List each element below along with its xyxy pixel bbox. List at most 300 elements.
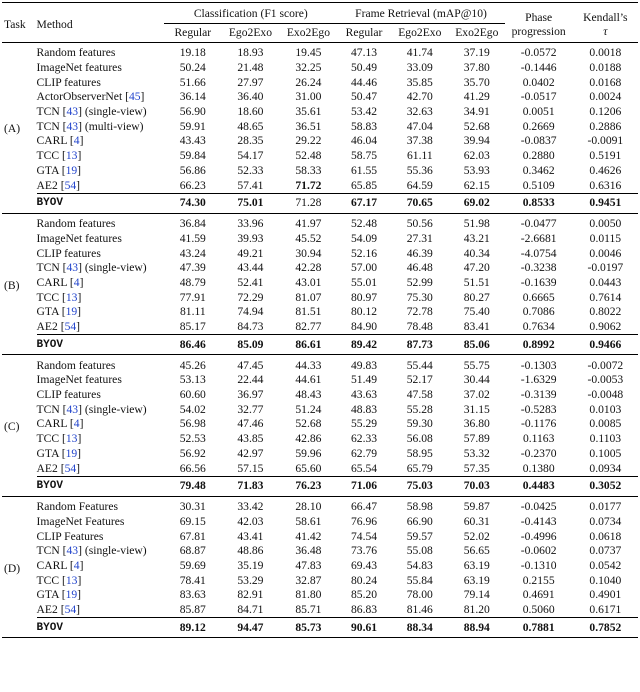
sub-regular-2: Regular xyxy=(345,26,383,39)
value-cell: 62.33 xyxy=(350,432,378,446)
value-cell: 75.01 xyxy=(237,196,264,210)
method-name: Random features xyxy=(36,217,116,231)
value-cell: 57.15 xyxy=(237,461,264,475)
value-cell: 0.6665 xyxy=(522,290,555,304)
value-cell: 31.15 xyxy=(463,402,490,416)
value-cell: 52.02 xyxy=(463,529,490,543)
value-cell: 56.92 xyxy=(179,446,206,460)
value-cell: 59.30 xyxy=(406,417,433,431)
value-cell: 43.85 xyxy=(237,432,264,446)
table-row xyxy=(2,461,638,476)
value-cell: -4.0754 xyxy=(520,246,557,260)
value-cell: 0.5191 xyxy=(589,149,622,163)
value-cell: 58.61 xyxy=(295,514,322,528)
method-name-ours: BYOV xyxy=(36,197,63,210)
value-cell: 39.94 xyxy=(463,134,490,148)
method-name: TCN [43] (single-view) xyxy=(36,105,147,119)
value-cell: 59.87 xyxy=(463,500,490,514)
table-row-ours xyxy=(2,335,638,355)
method-name: GTA [19] xyxy=(36,446,82,460)
table-body xyxy=(2,43,638,638)
table-row xyxy=(2,573,638,588)
value-cell: 48.86 xyxy=(237,544,264,558)
value-cell: 70.65 xyxy=(406,196,433,210)
value-cell: 59.91 xyxy=(179,119,206,133)
value-cell: 58.83 xyxy=(350,119,378,133)
value-cell: 30.94 xyxy=(295,246,322,260)
value-cell: 71.28 xyxy=(295,196,322,210)
value-cell: 52.68 xyxy=(463,119,490,133)
value-cell: 54.17 xyxy=(237,149,264,163)
value-cell: 71.06 xyxy=(350,479,378,493)
value-cell: 36.48 xyxy=(295,544,322,558)
value-cell: 27.97 xyxy=(237,75,264,89)
value-cell: 62.15 xyxy=(463,178,490,192)
value-cell: 43.21 xyxy=(463,231,490,245)
value-cell: 43.24 xyxy=(179,246,206,260)
value-cell: 88.34 xyxy=(406,620,433,634)
method-name: TCC [13] xyxy=(36,290,82,304)
value-cell: 73.76 xyxy=(350,544,378,558)
value-cell: 42.70 xyxy=(406,90,433,104)
method-name: GTA [19] xyxy=(36,588,82,602)
table-row xyxy=(2,305,638,320)
value-cell: 0.0085 xyxy=(589,417,622,431)
value-cell: 55.84 xyxy=(406,573,433,587)
value-cell: 48.83 xyxy=(350,402,378,416)
value-cell: 53.93 xyxy=(463,163,490,177)
value-cell: 94.47 xyxy=(237,620,264,634)
value-cell: 75.03 xyxy=(406,479,433,493)
value-cell: 55.75 xyxy=(463,358,490,372)
value-cell: 52.48 xyxy=(295,149,322,163)
value-cell: 45.26 xyxy=(179,358,206,372)
table-row-ours xyxy=(2,476,638,496)
table-row xyxy=(2,496,638,514)
value-cell: 43.43 xyxy=(179,134,206,148)
value-cell: 87.73 xyxy=(406,337,433,351)
value-cell: 62.79 xyxy=(350,446,378,460)
value-cell: 0.7881 xyxy=(522,620,555,634)
method-name: CARL [4] xyxy=(36,558,84,572)
value-cell: 85.20 xyxy=(350,588,378,602)
table-row xyxy=(2,75,638,90)
value-cell: 43.01 xyxy=(295,275,322,289)
value-cell: 61.55 xyxy=(350,163,378,177)
value-cell: -0.1303 xyxy=(520,358,557,372)
citation-link[interactable]: 54 xyxy=(64,320,77,334)
citation-link[interactable]: 43 xyxy=(66,119,79,133)
value-cell: 52.33 xyxy=(237,163,264,177)
kendall-header xyxy=(573,3,638,43)
value-cell: 28.10 xyxy=(295,500,322,514)
value-cell: 84.73 xyxy=(237,320,264,334)
value-cell: 58.95 xyxy=(406,446,433,460)
value-cell: 0.7614 xyxy=(589,290,622,304)
value-cell: 59.69 xyxy=(179,558,206,572)
value-cell: 47.20 xyxy=(463,261,490,275)
value-cell: 0.1380 xyxy=(522,461,555,475)
value-cell: 32.77 xyxy=(237,402,264,416)
citation-link[interactable]: 54 xyxy=(64,178,77,192)
citation-link[interactable]: 19 xyxy=(65,588,78,602)
value-cell: 35.19 xyxy=(237,558,264,572)
value-cell: -0.1639 xyxy=(520,275,557,289)
value-cell: 74.30 xyxy=(179,196,206,210)
value-cell: 86.61 xyxy=(295,337,322,351)
value-cell: -0.0477 xyxy=(520,217,557,231)
value-cell: 76.96 xyxy=(350,514,378,528)
method-name: TCN [43] (multi-view) xyxy=(36,119,144,133)
value-cell: 61.11 xyxy=(406,149,433,163)
citation-link[interactable]: 13 xyxy=(65,290,78,304)
value-cell: 0.2880 xyxy=(522,149,555,163)
value-cell: 56.90 xyxy=(179,105,206,119)
value-cell: 36.51 xyxy=(295,119,322,133)
value-cell: 48.43 xyxy=(295,388,322,402)
method-name: CLIP Features xyxy=(36,529,104,543)
value-cell: 63.19 xyxy=(463,558,490,572)
value-cell: -0.0602 xyxy=(520,544,557,558)
value-cell: 71.72 xyxy=(295,178,322,192)
value-cell: 76.23 xyxy=(295,479,322,493)
value-cell: 41.97 xyxy=(295,217,322,231)
frame-retrieval-header: Frame Retrieval (mAP@10) xyxy=(337,3,504,24)
value-cell: 75.30 xyxy=(406,290,433,304)
method-name: ImageNet features xyxy=(36,61,122,75)
method-name: CLIP features xyxy=(36,388,101,402)
value-cell: 44.33 xyxy=(295,358,322,372)
value-cell: 81.11 xyxy=(179,305,206,319)
citation-link[interactable]: 19 xyxy=(65,305,78,319)
value-cell: 0.2155 xyxy=(522,573,555,587)
value-cell: 0.0103 xyxy=(589,402,622,416)
value-cell: 0.0188 xyxy=(589,61,622,75)
value-cell: -1.6329 xyxy=(520,373,557,387)
value-cell: 59.57 xyxy=(406,529,433,543)
value-cell: 37.80 xyxy=(463,61,490,75)
method-name-ours: BYOV xyxy=(36,480,63,493)
method-name: ActorObserverNet [45] xyxy=(36,90,145,104)
citation-link[interactable]: 4 xyxy=(73,134,80,148)
table-row-ours xyxy=(2,193,638,213)
value-cell: 52.53 xyxy=(179,432,206,446)
citation-link[interactable]: 19 xyxy=(65,446,78,460)
value-cell: 57.00 xyxy=(350,261,378,275)
value-cell: 45.52 xyxy=(295,231,322,245)
value-cell: 0.4483 xyxy=(522,479,555,493)
value-cell: 81.46 xyxy=(406,603,433,617)
value-cell: -0.0425 xyxy=(520,500,557,514)
value-cell: 47.83 xyxy=(295,558,322,572)
value-cell: 83.63 xyxy=(179,588,206,602)
method-name: TCC [13] xyxy=(36,149,82,163)
value-cell: 41.74 xyxy=(406,46,433,60)
table-row xyxy=(2,261,638,276)
value-cell: 52.99 xyxy=(406,275,433,289)
value-cell: 65.85 xyxy=(350,178,378,192)
method-name: TCN [43] (single-view) xyxy=(36,544,147,558)
value-cell: 34.91 xyxy=(463,105,490,119)
value-cell: 70.03 xyxy=(463,479,490,493)
value-cell: 60.31 xyxy=(463,514,490,528)
citation-link[interactable]: 43 xyxy=(66,544,79,558)
header-row-1 xyxy=(2,3,638,24)
value-cell: 52.41 xyxy=(237,275,264,289)
table-row xyxy=(2,164,638,179)
citation-link[interactable]: 13 xyxy=(65,573,78,587)
value-cell: 56.65 xyxy=(463,544,490,558)
value-cell: 53.13 xyxy=(179,373,206,387)
table-row xyxy=(2,105,638,120)
value-cell: 36.80 xyxy=(463,417,490,431)
value-cell: 47.04 xyxy=(406,119,433,133)
citation-link[interactable]: 19 xyxy=(65,163,78,177)
value-cell: 55.29 xyxy=(350,417,378,431)
citation-link[interactable]: 54 xyxy=(64,603,77,617)
value-cell: 51.24 xyxy=(295,402,322,416)
table-row xyxy=(2,515,638,530)
value-cell: 27.31 xyxy=(406,231,433,245)
value-cell: -0.0837 xyxy=(520,134,557,148)
value-cell: 47.58 xyxy=(406,388,433,402)
value-cell: 66.90 xyxy=(406,514,433,528)
value-cell: 72.78 xyxy=(406,305,433,319)
value-cell: 0.5060 xyxy=(522,603,555,617)
value-cell: -0.3238 xyxy=(520,261,557,275)
value-cell: 0.8992 xyxy=(522,337,555,351)
value-cell: 50.47 xyxy=(350,90,378,104)
value-cell: 53.29 xyxy=(237,573,264,587)
citation-link[interactable]: 54 xyxy=(64,461,77,475)
value-cell: -0.4996 xyxy=(520,529,557,543)
value-cell: 33.96 xyxy=(237,217,264,231)
value-cell: 57.41 xyxy=(237,178,264,192)
value-cell: 89.42 xyxy=(350,337,378,351)
value-cell: 78.00 xyxy=(406,588,433,602)
value-cell: 55.08 xyxy=(406,544,433,558)
table-row xyxy=(2,603,638,618)
citation-link[interactable]: 13 xyxy=(65,432,78,446)
value-cell: 78.41 xyxy=(179,573,206,587)
value-cell: 35.61 xyxy=(295,105,322,119)
value-cell: 82.91 xyxy=(237,588,264,602)
value-cell: 0.0177 xyxy=(589,500,622,514)
value-cell: 42.86 xyxy=(295,432,322,446)
value-cell: -0.5283 xyxy=(520,402,557,416)
value-cell: 30.31 xyxy=(179,500,206,514)
value-cell: 51.98 xyxy=(463,217,490,231)
value-cell: 89.12 xyxy=(179,620,206,634)
value-cell: 78.48 xyxy=(406,320,433,334)
method-name: TCC [13] xyxy=(36,573,82,587)
value-cell: 72.29 xyxy=(237,290,264,304)
value-cell: 0.6171 xyxy=(589,603,622,617)
value-cell: 0.0618 xyxy=(589,529,622,543)
method-name: TCC [13] xyxy=(36,432,82,446)
value-cell: -0.3139 xyxy=(520,388,557,402)
value-cell: 75.40 xyxy=(463,305,490,319)
value-cell: 36.84 xyxy=(179,217,206,231)
value-cell: 63.19 xyxy=(463,573,490,587)
table-row xyxy=(2,417,638,432)
citation-link[interactable]: 43 xyxy=(66,261,79,275)
value-cell: -0.1310 xyxy=(520,558,557,572)
value-cell: 37.02 xyxy=(463,388,490,402)
table-row xyxy=(2,90,638,105)
value-cell: 85.09 xyxy=(237,337,264,351)
value-cell: 37.38 xyxy=(406,134,433,148)
task-label: (A) xyxy=(4,122,21,136)
value-cell: 59.96 xyxy=(295,446,322,460)
value-cell: 90.61 xyxy=(350,620,378,634)
table-row xyxy=(2,447,638,462)
results-table xyxy=(2,2,638,638)
value-cell: 81.51 xyxy=(295,305,322,319)
value-cell: 53.32 xyxy=(463,446,490,460)
value-cell: 26.24 xyxy=(295,75,322,89)
value-cell: 0.0018 xyxy=(589,46,622,60)
value-cell: 50.24 xyxy=(179,61,206,75)
citation-link[interactable]: 4 xyxy=(73,417,80,431)
value-cell: -0.0048 xyxy=(587,388,624,402)
value-cell: 80.12 xyxy=(350,305,378,319)
value-cell: 66.23 xyxy=(179,178,206,192)
table-row xyxy=(2,373,638,388)
value-cell: 66.47 xyxy=(350,500,378,514)
value-cell: 41.42 xyxy=(295,529,322,543)
value-cell: 80.24 xyxy=(350,573,378,587)
value-cell: 74.54 xyxy=(350,529,378,543)
citation-link[interactable]: 13 xyxy=(65,149,78,163)
method-name: GTA [19] xyxy=(36,163,82,177)
value-cell: 74.94 xyxy=(237,305,264,319)
value-cell: 0.9451 xyxy=(589,196,622,210)
value-cell: 58.98 xyxy=(406,500,433,514)
value-cell: 54.09 xyxy=(350,231,378,245)
task-label: (B) xyxy=(4,278,20,292)
value-cell: 49.83 xyxy=(350,358,378,372)
table-row xyxy=(2,529,638,544)
citation-link[interactable]: 43 xyxy=(66,402,79,416)
phase-header-line1: Phase xyxy=(525,10,553,24)
value-cell: 0.0168 xyxy=(589,75,622,89)
value-cell: -0.0072 xyxy=(587,358,624,372)
value-cell: 80.27 xyxy=(463,290,490,304)
value-cell: 0.1206 xyxy=(589,105,622,119)
value-cell: 85.73 xyxy=(295,620,322,634)
method-name: Random features xyxy=(36,358,116,372)
value-cell: 0.0115 xyxy=(589,231,622,245)
value-cell: 47.46 xyxy=(237,417,264,431)
value-cell: 64.59 xyxy=(406,178,433,192)
kendall-header-line2: τ xyxy=(603,24,608,38)
citation-link[interactable]: 43 xyxy=(66,105,79,119)
value-cell: 0.0046 xyxy=(589,246,622,260)
sub-exo2ego-1: Exo2Ego xyxy=(286,26,330,39)
table-row xyxy=(2,290,638,305)
value-cell: -2.6681 xyxy=(520,231,557,245)
value-cell: 69.43 xyxy=(350,558,378,572)
value-cell: 43.44 xyxy=(237,261,264,275)
table-row xyxy=(2,588,638,603)
value-cell: 77.91 xyxy=(179,290,206,304)
table-row xyxy=(2,355,638,373)
value-cell: 48.65 xyxy=(237,119,264,133)
value-cell: -0.1446 xyxy=(520,61,557,75)
sub-ego2exo-2: Ego2Exo xyxy=(398,26,442,39)
value-cell: 66.56 xyxy=(179,461,206,475)
table-row xyxy=(2,43,638,61)
value-cell: 58.75 xyxy=(350,149,378,163)
value-cell: 35.70 xyxy=(463,75,490,89)
value-cell: 41.59 xyxy=(179,231,206,245)
value-cell: 53.42 xyxy=(350,105,378,119)
value-cell: 55.01 xyxy=(350,275,378,289)
sub-regular-1: Regular xyxy=(174,26,212,39)
kendall-header-line1: Kendall’s xyxy=(583,10,628,24)
value-cell: 0.0542 xyxy=(589,558,622,572)
value-cell: 52.68 xyxy=(295,417,322,431)
method-name: CARL [4] xyxy=(36,275,84,289)
value-cell: 67.17 xyxy=(350,196,378,210)
value-cell: 0.1103 xyxy=(589,432,622,446)
value-cell: -0.0517 xyxy=(520,90,557,104)
value-cell: 58.33 xyxy=(295,163,322,177)
table-row xyxy=(2,388,638,403)
table-row xyxy=(2,402,638,417)
value-cell: 42.28 xyxy=(295,261,322,275)
value-cell: 50.49 xyxy=(350,61,378,75)
table-row xyxy=(2,213,638,231)
value-cell: 0.0024 xyxy=(589,90,622,104)
table-row xyxy=(2,119,638,134)
value-cell: 0.0737 xyxy=(589,544,622,558)
value-cell: 46.39 xyxy=(406,246,433,260)
value-cell: -0.4143 xyxy=(520,514,557,528)
method-name: Random Features xyxy=(36,500,119,514)
value-cell: 30.44 xyxy=(463,373,490,387)
citation-link[interactable]: 45 xyxy=(128,90,141,104)
value-cell: 0.4691 xyxy=(522,588,555,602)
value-cell: 36.97 xyxy=(237,388,264,402)
method-name: ImageNet Features xyxy=(36,514,125,528)
method-name: GTA [19] xyxy=(36,305,82,319)
value-cell: 86.83 xyxy=(350,603,378,617)
value-cell: 0.9466 xyxy=(589,337,622,351)
table-row xyxy=(2,178,638,193)
value-cell: 39.93 xyxy=(237,231,264,245)
citation-link[interactable]: 4 xyxy=(73,275,80,289)
table-row xyxy=(2,559,638,574)
value-cell: 79.48 xyxy=(179,479,206,493)
value-cell: 51.49 xyxy=(350,373,378,387)
value-cell: 44.46 xyxy=(350,75,378,89)
value-cell: 84.90 xyxy=(350,320,378,334)
value-cell: 62.03 xyxy=(463,149,490,163)
citation-link[interactable]: 4 xyxy=(73,558,80,572)
value-cell: 85.87 xyxy=(179,603,206,617)
table-row xyxy=(2,134,638,149)
value-cell: -0.1176 xyxy=(521,417,557,431)
value-cell: 0.9062 xyxy=(589,320,622,334)
phase-header xyxy=(505,3,573,43)
value-cell: 57.35 xyxy=(463,461,490,475)
value-cell: 52.48 xyxy=(350,217,378,231)
value-cell: 47.45 xyxy=(237,358,264,372)
value-cell: 50.56 xyxy=(406,217,433,231)
value-cell: 43.63 xyxy=(350,388,378,402)
